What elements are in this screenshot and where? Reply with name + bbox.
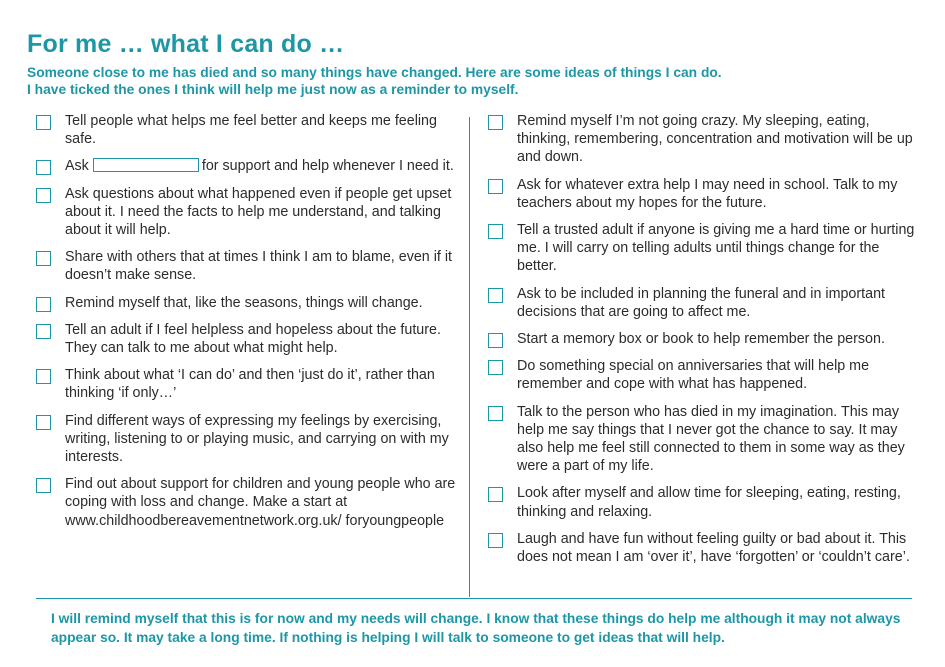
checklist-item [488, 330, 918, 348]
checklist-item-text: Find different ways of expressing my feelings by exercising, writing, listening to or playing music, and carrying on with my interests. [65, 412, 449, 466]
checklist-item-text: Start a memory box or book to help remember the person. [517, 331, 885, 348]
checkbox[interactable] [36, 369, 51, 384]
column-divider [469, 117, 470, 597]
checklist-item [488, 484, 918, 520]
intro-line-2: I have ticked the ones I think will help me just now as a reminder to myself. [27, 82, 519, 97]
checklist-item-text: Tell a trusted adult if anyone is giving me a hard time or hurting me. I will carry on telling adults until things change for the better. [517, 222, 915, 275]
checkbox[interactable] [488, 224, 503, 239]
page-title: For me … what I can do … [27, 30, 345, 58]
checklist-item-ask [36, 157, 460, 175]
checklist-item-text: Ask to be included in planning the funeral and in important decisions that are going to affect me. [517, 285, 885, 320]
checklist-item-text: Laugh and have fun without feeling guilty or bad about it. This does not mean I am ‘over it’, have ‘forgotten’ or ‘couldn’t care’. [517, 530, 910, 566]
intro-line-1: Someone close to me has died and so many things have changed. Here are some ideas of things I can do. [27, 65, 722, 80]
checklist-item-text: Ask questions about what happened even if people get upset about it. I need the facts to help me understand, and talking about it will help. [65, 185, 452, 239]
checklist-item-text: Ask for whatever extra help I may need in school. Talk to my teachers about my hopes for the future. [517, 176, 898, 211]
checklist-item-text: Tell an adult if I feel helpless and hopeless about the future. They can talk to me about what might help. [65, 321, 441, 357]
checkbox[interactable] [36, 160, 51, 175]
checklist-item-text: Look after myself and allow time for sleeping, eating, resting, thinking and relaxing. [517, 485, 901, 520]
checkbox[interactable] [36, 115, 51, 130]
checklist-item-prefix: Ask [65, 158, 89, 175]
checklist-item [488, 221, 918, 276]
checkbox[interactable] [36, 415, 51, 430]
checklist-item-suffix: for support and help whenever I need it. [201, 158, 454, 175]
checkbox[interactable] [488, 360, 503, 375]
checklist-item-text: Think about what ‘I can do’ and then ‘just do it’, rather than thinking ‘if only…’ [65, 367, 435, 402]
checklist-item [36, 412, 460, 467]
checklist-item-text: Talk to the person who has died in my imagination. This may help me say things that I never got the chance to say. It may also help me feel still connected to them in some way as they were a part of my life. [517, 403, 905, 475]
checklist-item [36, 248, 460, 284]
checklist-item [488, 112, 918, 167]
intro-text [27, 64, 927, 98]
checklist-item-text: Tell people what helps me feel better and keeps me feeling safe. [65, 113, 437, 148]
name-input-field[interactable] [93, 158, 199, 172]
checkbox[interactable] [488, 533, 503, 548]
footer-divider [36, 598, 912, 599]
checkbox[interactable] [36, 324, 51, 339]
checkbox[interactable] [488, 333, 503, 348]
checkbox[interactable] [488, 406, 503, 421]
checkbox[interactable] [36, 297, 51, 312]
checklist-item [36, 321, 460, 357]
checklist-item [488, 285, 918, 321]
checkbox[interactable] [488, 487, 503, 502]
right-checklist [488, 112, 918, 566]
checklist-item [36, 294, 460, 312]
checklist-item-text: Find out about support for children and young people who are coping with loss and change. Make a start at www.childhoodbereavementnetwork.org.uk/ foryoungpeople [65, 476, 456, 529]
checkbox[interactable] [488, 115, 503, 130]
checklist-item-text: Share with others that at times I think I am to blame, even if it doesn’t make sense. [65, 249, 452, 284]
checklist-item [488, 357, 918, 393]
checklist-item [36, 475, 460, 530]
checklist-item [36, 366, 460, 402]
checklist-item [488, 530, 918, 566]
checkbox[interactable] [36, 251, 51, 266]
checklist-item-text: Remind myself that, like the seasons, things will change. [65, 294, 423, 311]
footer-text: I will remind myself that this is for now and my needs will change. I know that these things do help me although it may not always appear so. It may take a long time. If nothing is helping I will talk to someone to get ideas that will help. [51, 611, 901, 645]
checklist-item [488, 403, 918, 476]
checkbox[interactable] [488, 179, 503, 194]
checkbox[interactable] [36, 478, 51, 493]
checklist-item [36, 185, 460, 240]
checklist-item [488, 176, 918, 212]
checklist-item [36, 112, 460, 148]
checkbox[interactable] [36, 188, 51, 203]
checklist-item-text: Remind myself I’m not going crazy. My sleeping, eating, thinking, remembering, concentration and motivation will be up and down. [517, 113, 913, 166]
left-checklist [36, 112, 460, 530]
checklist-item-text: Do something special on anniversaries that will help me remember and cope with what has happened. [517, 358, 870, 393]
checkbox[interactable] [488, 288, 503, 303]
